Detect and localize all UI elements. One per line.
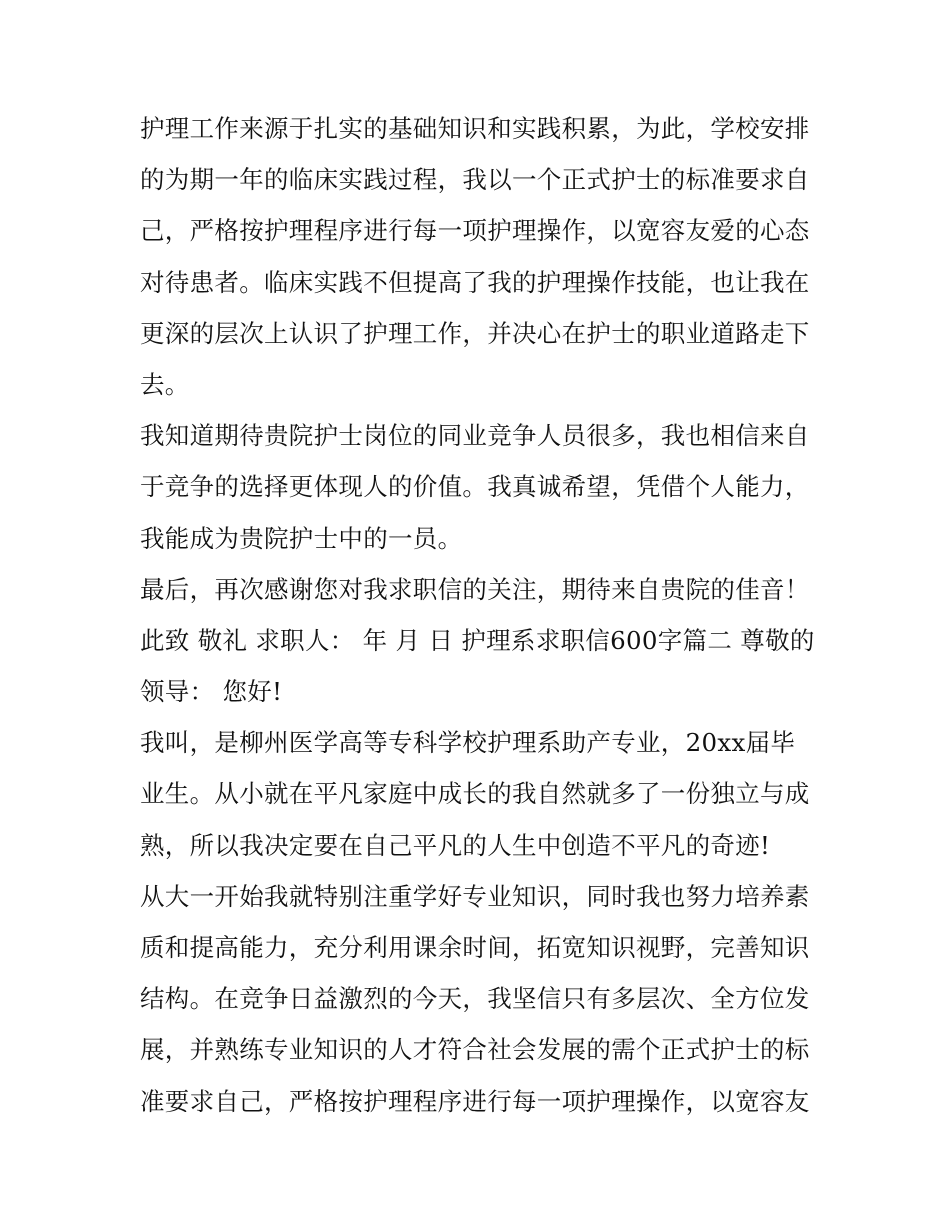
text-line: 的为期一年的临床实践过程，我以一个正式护士的标准要求自	[140, 165, 810, 195]
text-line: 最后，再次感谢您对我求职信的关注，期待来自贵院的佳音！	[140, 574, 810, 604]
text-line: 己，严格按护理程序进行每一项护理操作，以宽容友爱的心态	[140, 216, 810, 246]
text-line: 从大一开始我就特别注重学好专业知识，同时我也努力培养素	[140, 881, 810, 911]
text-line: 于竞争的选择更体现人的价值。我真诚希望，凭借个人能力，	[140, 472, 810, 502]
text-line: 质和提高能力，充分利用课余时间，拓宽知识视野，完善知识	[140, 933, 810, 962]
text-line: 我叫，是柳州医学高等专科学校护理系助产专业，20xx届毕	[140, 728, 796, 758]
text-line: 我知道期待贵院护士岗位的同业竞争人员很多，我也相信来自	[140, 421, 810, 451]
text-line: 熟，所以我决定要在自己平凡的人生中创造不平凡的奇迹!	[140, 830, 771, 860]
document-body	[140, 103, 815, 1127]
text-line: 领导： 您好!	[140, 677, 283, 707]
text-line: 去。	[140, 369, 190, 399]
text-line: 业生。从小就在平凡家庭中成长的我自然就多了一份独立与成	[140, 779, 810, 809]
text-line: 准要求自己，严格按护理程序进行每一项护理操作，以宽容友	[140, 1086, 810, 1116]
text-line: 护理工作来源于扎实的基础知识和实践积累，为此，学校安排	[140, 114, 810, 143]
text-line: 对待患者。临床实践不但提高了我的护理操作技能，也让我在	[140, 267, 810, 297]
text-line: 更深的层次上认识了护理工作，并决心在护士的职业道路走下	[140, 318, 810, 348]
text-line: 此致 敬礼 求职人： 年 月 日 护理系求职信600字篇二 尊敬的	[140, 625, 815, 655]
text-line: 我能成为贵院护士中的一员。	[140, 523, 463, 553]
text-line: 展，并熟练专业知识的人才符合社会发展的需个正式护士的标	[140, 1035, 810, 1065]
text-line: 结构。在竞争日益激烈的今天，我坚信只有多层次、全方位发	[140, 984, 810, 1014]
